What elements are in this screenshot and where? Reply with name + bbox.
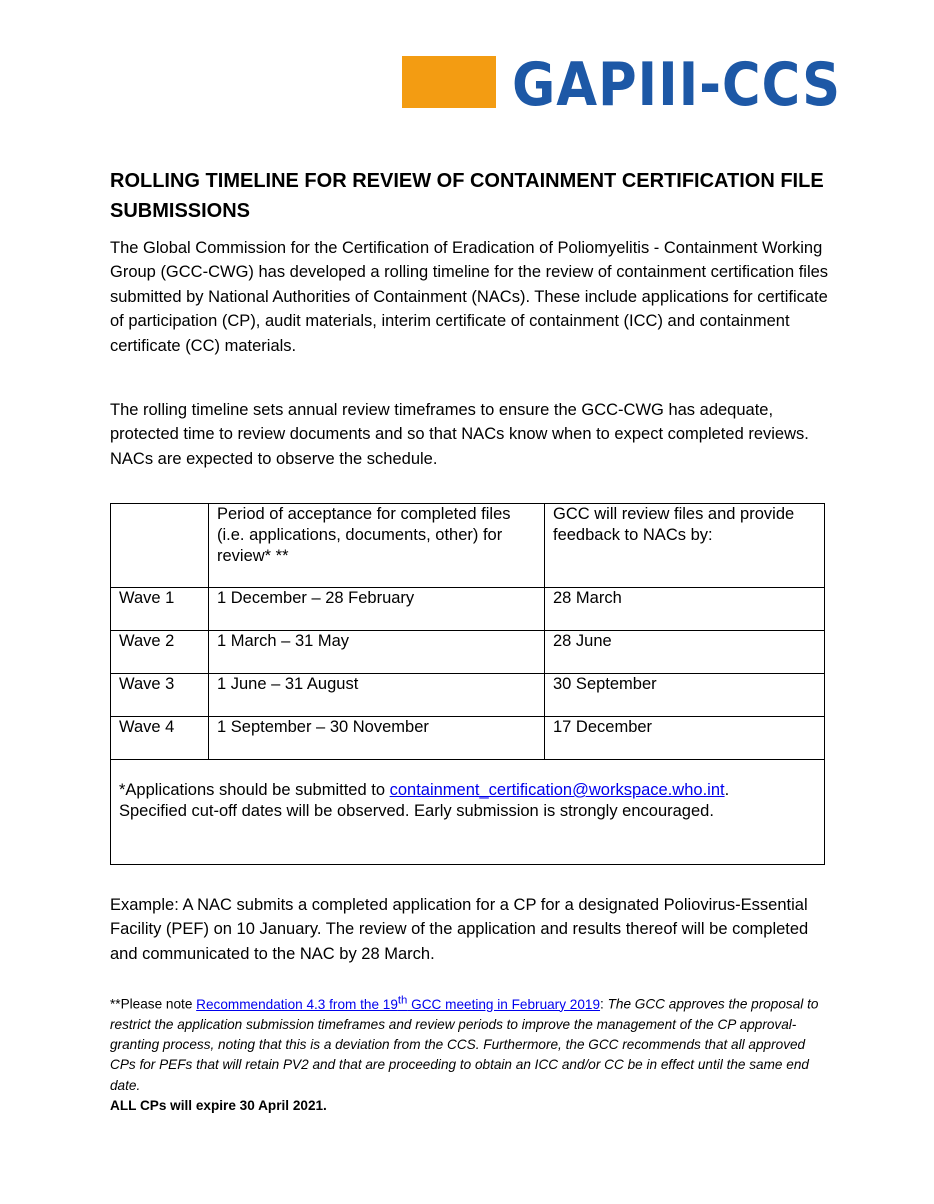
footnote-italic-text: The GCC approves the proposal to restrict the application submission timeframes and review periods to improve the management of the CP approval-granting process, noting that this is a deviation from the CCS. Furthermore, the GCC recommends that all approved CPs for PEFs that will retain PV2 and that are proceeding to obtain an ICC and/or CC be in effect until the same end date.	[110, 996, 819, 1093]
wave-cell: Wave 2	[111, 631, 209, 674]
wave-cell: Wave 3	[111, 674, 209, 717]
document-title: ROLLING TIMELINE FOR REVIEW OF CONTAINMENT CERTIFICATION FILE SUBMISSIONS	[110, 170, 824, 222]
note-suffix: .	[724, 781, 730, 799]
footnote-colon: :	[600, 996, 608, 1012]
period-cell: 1 December – 28 February	[209, 588, 545, 631]
table-header-row	[111, 504, 825, 588]
review-timeline-table	[110, 503, 825, 865]
table-note-row	[111, 760, 825, 865]
table-row	[111, 631, 825, 674]
feedback-date-cell: 28 March	[545, 588, 825, 631]
note-prefix: *Applications should be submitted to	[119, 781, 390, 799]
logo-orange-block	[402, 56, 496, 108]
submission-note-cell	[111, 760, 825, 865]
period-cell: 1 June – 31 August	[209, 674, 545, 717]
feedback-date-cell: 30 September	[545, 674, 825, 717]
link-text-part1: Recommendation 4.3 from the 19	[196, 996, 398, 1012]
link-text-part2: GCC meeting in February 2019	[407, 996, 601, 1012]
period-cell: 1 March – 31 May	[209, 631, 545, 674]
wave-cell: Wave 1	[111, 588, 209, 631]
feedback-date-cell: 28 June	[545, 631, 825, 674]
table-row	[111, 717, 825, 760]
gapiii-ccs-logo	[402, 50, 842, 120]
timeline-paragraph: The rolling timeline sets annual review timeframes to ensure the GCC-CWG has adequate, protected time to review documents and so that NACs know when to expect completed reviews. NACs are expected to observe the schedule.	[110, 401, 809, 468]
note-line2: Specified cut-off dates will be observed. Early submission is strongly encouraged.	[119, 802, 714, 820]
recommendation-link[interactable]	[196, 994, 601, 1012]
table-row	[111, 674, 825, 717]
table-row	[111, 588, 825, 631]
expiry-statement: ALL CPs will expire 30 April 2021.	[110, 1098, 327, 1114]
footnote	[110, 990, 830, 1116]
example-paragraph: Example: A NAC submits a completed application for a CP for a designated Poliovirus-Essential Facility (PEF) on 10 January. The review of the application and results thereof will be completed and communicated to the NAC by 28 March.	[110, 896, 809, 963]
header-cell-period: Period of acceptance for completed files (i.e. applications, documents, other) for review* **	[209, 504, 545, 588]
period-cell: 1 September – 30 November	[209, 717, 545, 760]
submission-email-link[interactable]: containment_certification@workspace.who.int	[389, 781, 725, 799]
header-cell-wave	[111, 504, 209, 588]
link-superscript: th	[397, 994, 408, 1006]
header-cell-feedback: GCC will review files and provide feedback to NACs by:	[545, 504, 825, 588]
feedback-date-cell: 17 December	[545, 717, 825, 760]
footnote-prefix: **Please note	[110, 996, 197, 1012]
wave-cell: Wave 4	[111, 717, 209, 760]
logo-text: GAPIII-CCS	[512, 50, 842, 120]
intro-paragraph: The Global Commission for the Certification of Eradication of Poliomyelitis - Containment Working Group (GCC-CWG) has developed a rolling timeline for the review of containment certification files submitted by National Authorities of Containment (NACs). These include applications for certificate of participation (CP), audit materials, interim certificate of containment (ICC) and containment certificate (CC) materials.	[110, 239, 829, 355]
